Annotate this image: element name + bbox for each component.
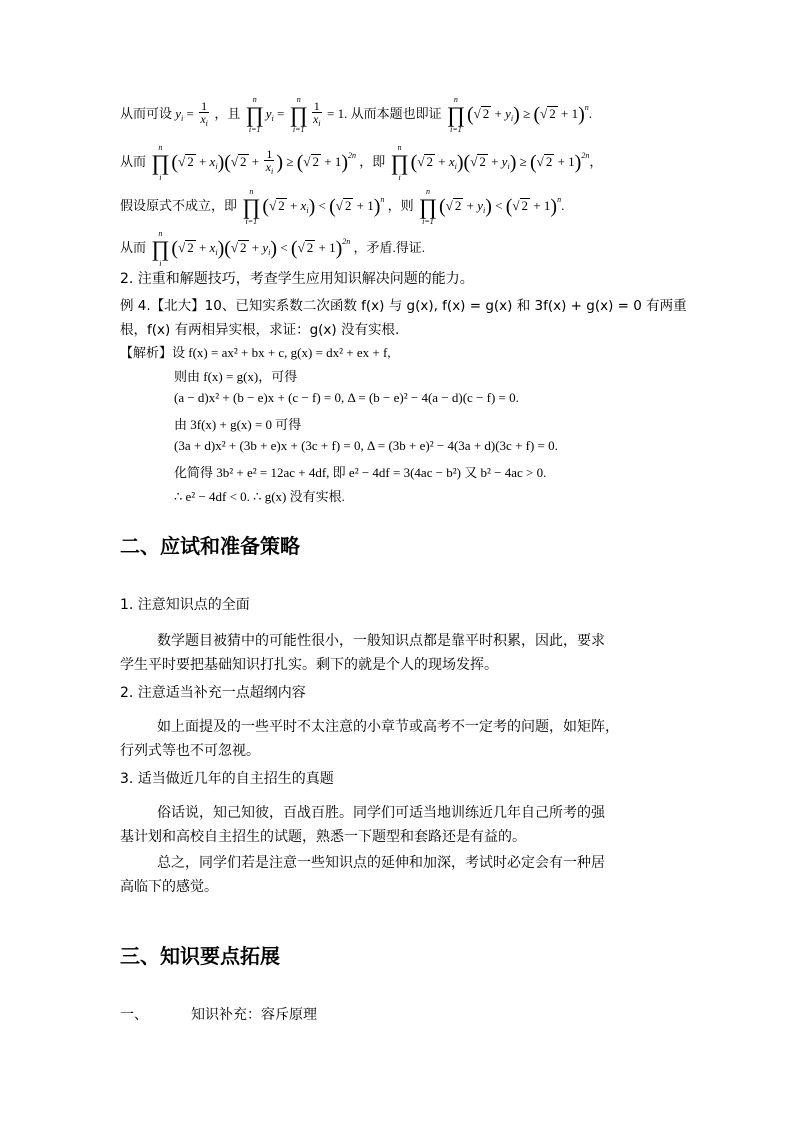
- proof-line-4: 从而 n ∏ i (√ $2 + x_i)(√$ $2 + y_i$) < (√ 2 + 1)$^{2n}$ ，矛盾.得证.: [120, 229, 426, 268]
- proof-text: 假设原式不成立，即: [120, 197, 238, 213]
- proof-text: 从而: [120, 153, 147, 169]
- solution-line-1: 【解析】设 f(x) = ax² + bx + c, g(x) = dx² + ex + f,: [120, 345, 391, 360]
- strategy-item-2-para-1: 如上面提及的一些平时不太注意的小章节或高考不一定考的问题，如矩阵，: [157, 719, 619, 735]
- proof-line-1: 从而可设 $y_i$ = $\frac{1}{x_i}$ ，且 n ∏ i=1 $y_i$ = n ∏ i=1 $\frac{1}{x_i}$ = 1. 从而本题也即证 n ∏ i=1 (√ $2 + y_i$) ≥ (√ 2 + 1)$^n$.: [120, 95, 593, 134]
- proof-text: 从而: [120, 239, 147, 255]
- proof-text: = 1. 从而本题也即证: [327, 105, 442, 121]
- solution-line-6: 化简得 3b² + e² = 12ac + 4df, 即 e² − 4df = 3(4ac − b²) 又 b² − 4ac > 0.: [174, 465, 547, 480]
- strategy-item-1-para-2: 学生平时要把基础知识打扎实。剩下的就是个人的现场发挥。: [120, 657, 498, 673]
- summary-para-2: 高临下的感觉。: [120, 879, 218, 895]
- section-title-knowledge: 三、知识要点拓展: [120, 944, 280, 968]
- proof-text: ，矛盾.得证.: [353, 239, 426, 255]
- subsection-heading: [120, 1004, 317, 1024]
- proof-text: ，则: [387, 197, 414, 213]
- tip-heading: 2. 注重和解题技巧，考查学生应用知识解决问题的能力。: [120, 271, 474, 287]
- subsection-number: 一、: [120, 1008, 148, 1023]
- strategy-item-1-title: 1. 注意知识点的全面: [120, 597, 250, 613]
- strategy-item-3-para-2: 基计划和高校自主招生的试题，熟悉一下题型和套路还是有益的。: [120, 829, 526, 845]
- proof-text: ，即: [359, 153, 386, 169]
- proof-line-2: 从而 n ∏ i (√ $2 + x_i)(√$ 2 + $\frac{1}{x_i}$ ) ≥ (√ 2 + 1)$^{2n}$ ，即 n ∏ i (√ $2 + x_i)(√$ $2 + y_i$) ≥ (√ 2 + 1)$^{2n}$，: [120, 143, 603, 182]
- summary-para-1: 总之，同学们若是注意一些知识点的延伸和加深，考试时必定会有一种居: [157, 855, 605, 871]
- section-title-strategy: 二、应试和准备策略: [120, 534, 300, 558]
- strategy-item-2-para-2: 行列式等也不可忽视。: [120, 743, 260, 759]
- solution-line-4: 由 3f(x) + g(x) = 0 可得: [174, 417, 302, 432]
- strategy-item-3-title: 3. 适当做近几年的自主招生的真题: [120, 771, 334, 787]
- strategy-item-2-title: 2. 注意适当补充一点超纲内容: [120, 685, 306, 701]
- strategy-item-3-para-1: 俗话说，知己知彼，百战百胜。同学们可适当地训练近几年自己所考的强: [157, 805, 605, 821]
- proof-line-3: 假设原式不成立，即 n ∏ i=1 (√ $2 + x_i$) < (√ 2 + 1)$^n$ ，则 n ∏ i=1 (√ $2 + y_i$) < (√ 2 + 1)$^n$.: [120, 187, 565, 226]
- subsection-title: 知识补充：容斥原理: [191, 1008, 317, 1023]
- proof-text: ，且: [214, 105, 241, 121]
- solution-line-5: (3a + d)x² + (3b + e)x + (3c + f) = 0, Δ = (3b + e)² − 4(3a + d)(3c + f) = 0.: [174, 438, 558, 453]
- solution-line-2: 则由 f(x) = g(x)，可得: [174, 369, 298, 384]
- example-line-1: 例 4.【北大】10、已知实系数二次函数 f(x) 与 g(x), f(x) = g(x) 和 3f(x) + g(x) = 0 有两重: [120, 298, 687, 314]
- proof-text: 从而可设: [120, 105, 173, 121]
- strategy-item-1-para-1: 数学题目被猜中的可能性很小，一般知识点都是靠平时积累，因此，要求: [157, 633, 605, 649]
- solution-line-7: ∴ e² − 4df < 0. ∴ g(x) 没有实根.: [174, 489, 345, 504]
- solution-line-3: (a − d)x² + (b − e)x + (c − f) = 0, Δ = (b − e)² − 4(a − d)(c − f) = 0.: [174, 390, 519, 405]
- example-line-2: 根，f(x) 有两相异实根，求证：g(x) 没有实根.: [120, 322, 400, 338]
